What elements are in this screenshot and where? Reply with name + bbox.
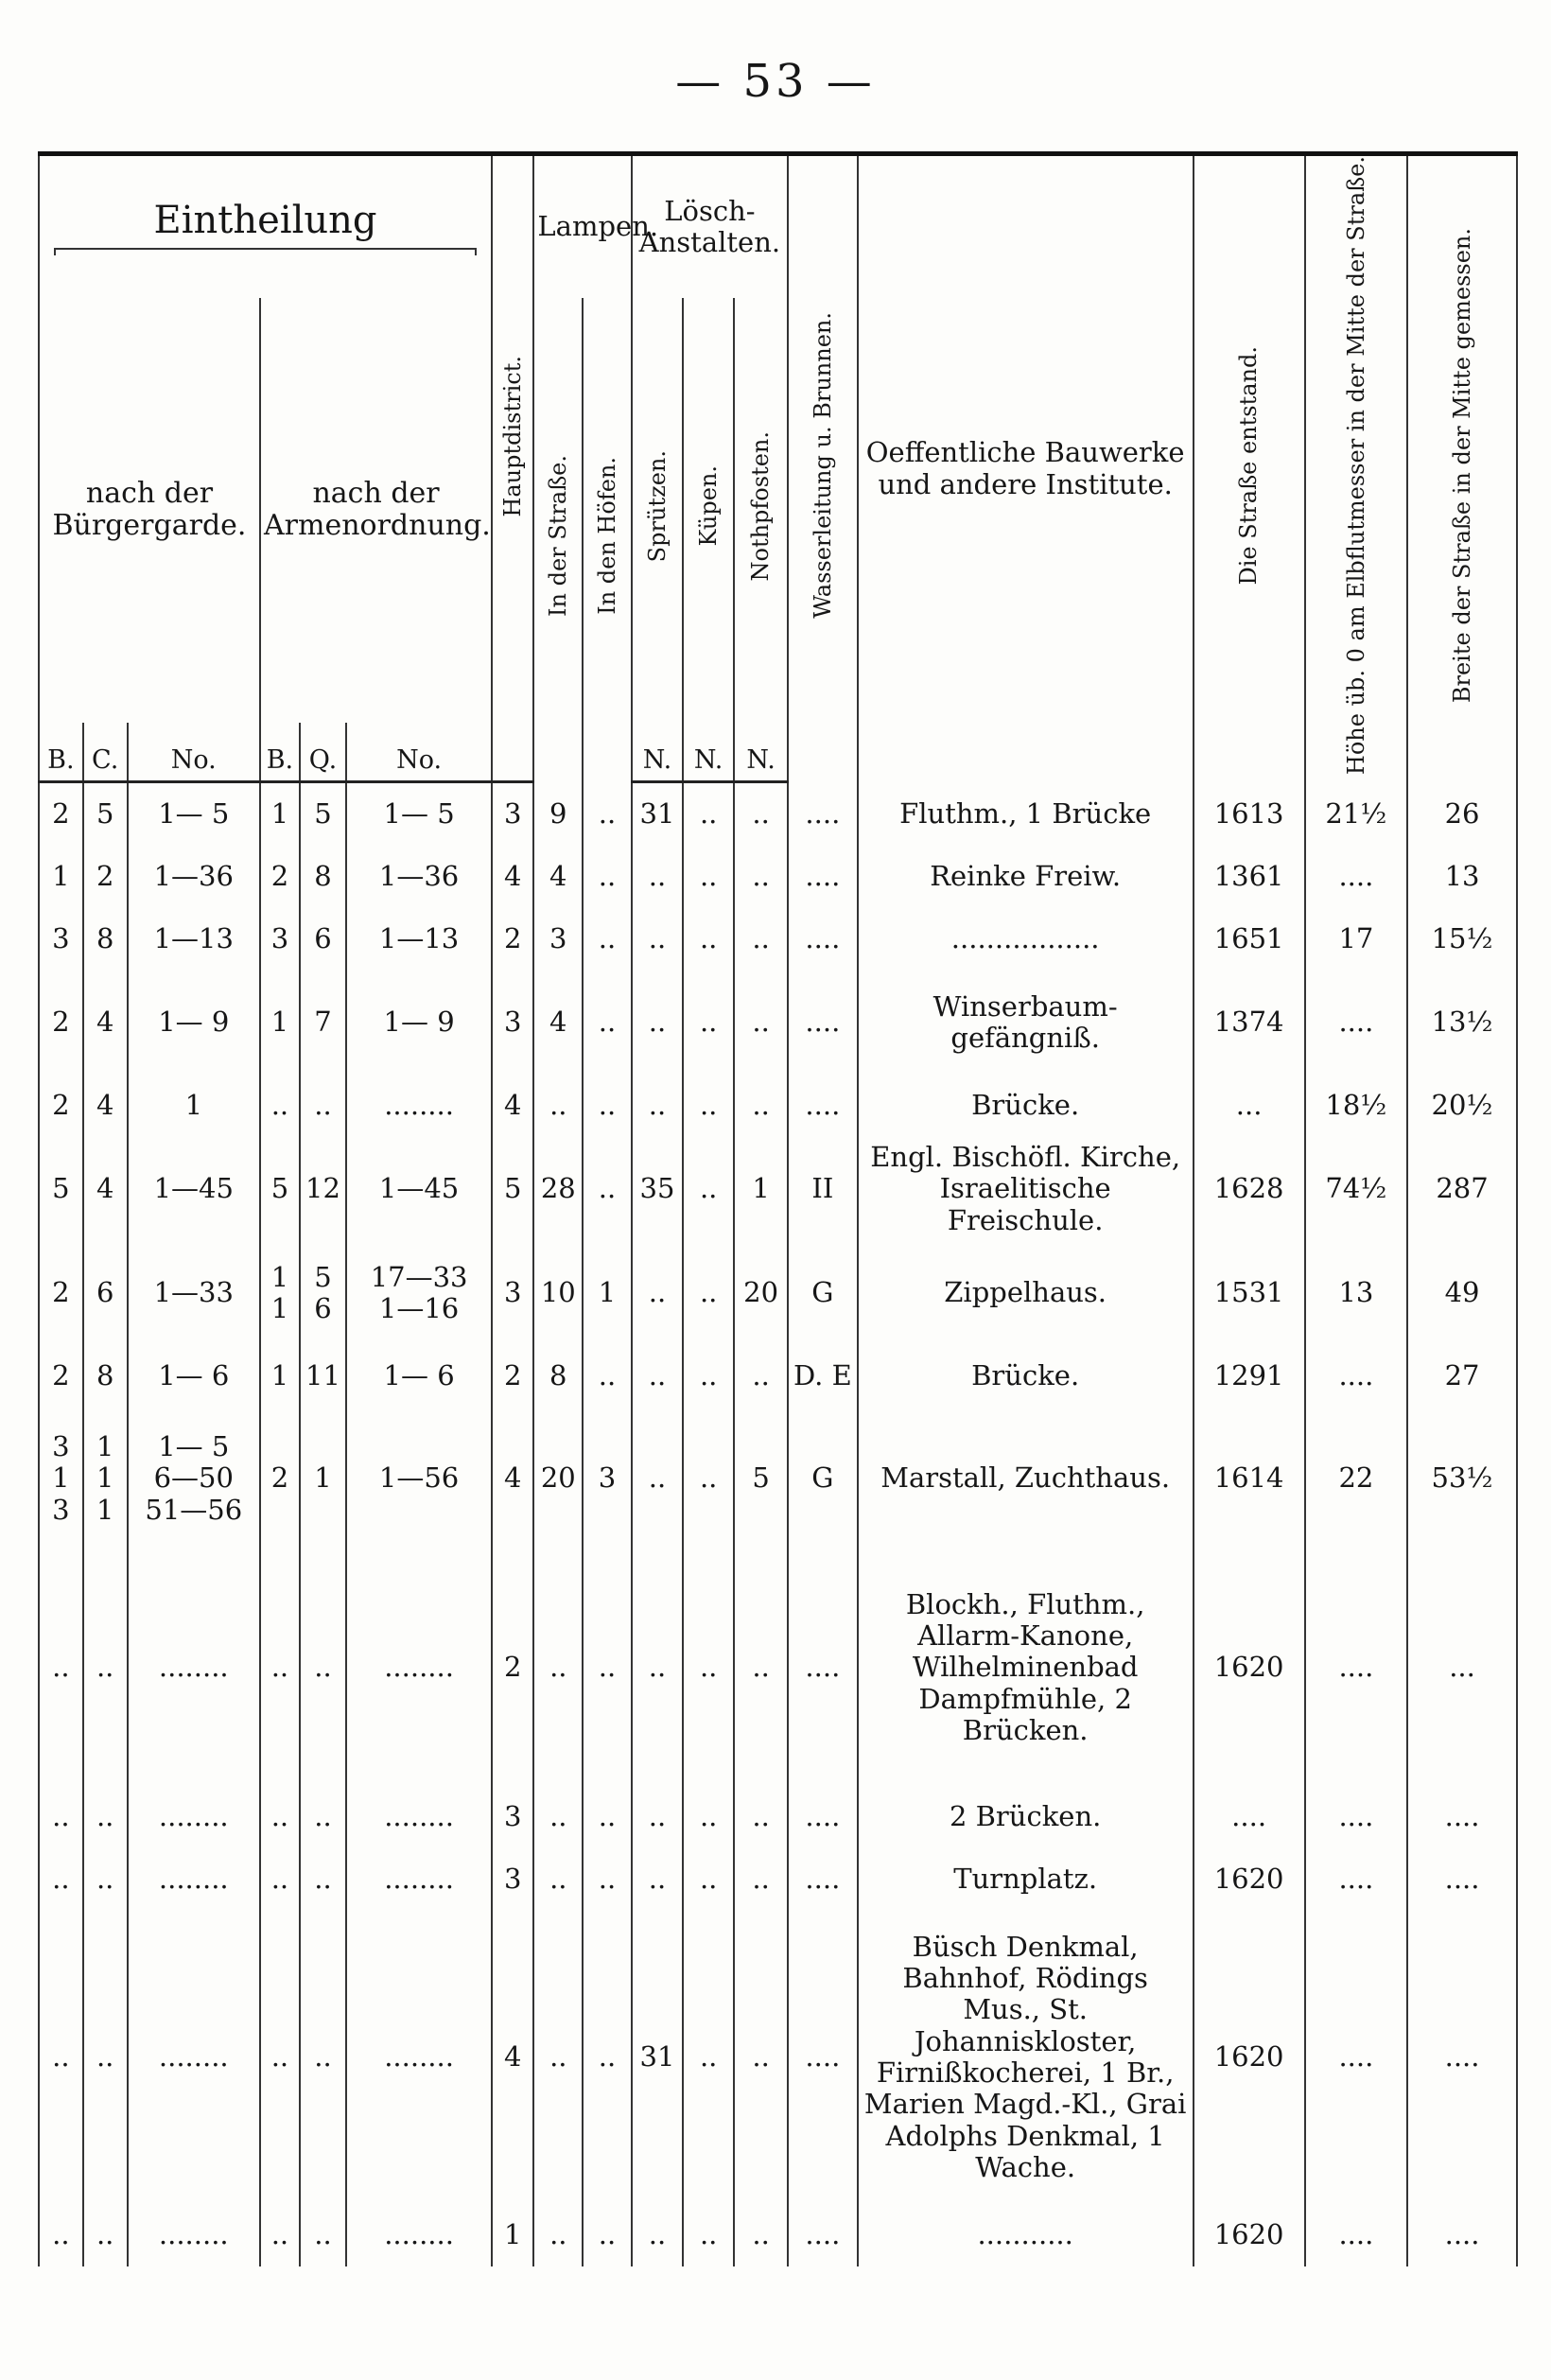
cell-c: 4 [83,1075,128,1137]
cell-kuepen: .. [683,1549,734,1786]
cell-no2: 1—13 [346,908,492,971]
cell-nothpfosten: 20 [734,1241,788,1345]
table-row [39,781,1517,846]
cell-breite: 13 [1407,846,1517,908]
cell-nothpfosten: .. [734,1848,788,1911]
cell-lampen-hoefe: .. [583,971,632,1075]
cell-hauptdistrict: 4 [492,1408,533,1549]
cell-no2: ........ [346,1848,492,1911]
cell-kuepen: .. [683,1075,734,1137]
cell-nothpfosten: .. [734,971,788,1075]
cell-hoehe: .... [1305,1786,1407,1848]
cell-lampen-strasse: 10 [533,1241,583,1345]
cell-bauwerke: Zippelhaus. [858,1241,1194,1345]
cell-hauptdistrict: 4 [492,1075,533,1137]
cell-wasserleitung: .... [788,908,858,971]
cell-c: .. [83,2204,128,2266]
cell-entstand: 1291 [1194,1345,1305,1408]
cell-entstand: 1614 [1194,1408,1305,1549]
cell-kuepen: .. [683,1911,734,2204]
cell-nothpfosten: .. [734,908,788,971]
cell-hoehe: 22 [1305,1408,1407,1549]
cell-lampen-hoefe: .. [583,1075,632,1137]
cell-c: 2 [83,846,128,908]
cell-q: .. [300,1786,346,1848]
cell-no2: ........ [346,1911,492,2204]
cell-bauwerke: Marstall, Zuchthaus. [858,1408,1194,1549]
cell-entstand: 1620 [1194,1549,1305,1786]
cell-lampen-hoefe: 1 [583,1241,632,1345]
cell-entstand: .... [1194,1786,1305,1848]
cell-c: 8 [83,908,128,971]
cell-bauwerke: Fluthm., 1 Brücke [858,781,1194,846]
sub-b2: B. [260,723,300,782]
armenordnung-header: nach der Armenordnung. [260,298,492,723]
cell-hoehe: .... [1305,1345,1407,1408]
cell-hoehe: 13 [1305,1241,1407,1345]
table-row [39,1911,1517,2204]
cell-lampen-hoefe: .. [583,846,632,908]
table-row [39,1137,1517,1241]
cell-lampen-strasse: 28 [533,1137,583,1241]
cell-entstand: 1628 [1194,1137,1305,1241]
cell-breite: 287 [1407,1137,1517,1241]
cell-q: .. [300,1911,346,2204]
cell-breite: .... [1407,1911,1517,2204]
cell-kuepen: .. [683,2204,734,2266]
cell-hauptdistrict: 3 [492,971,533,1075]
cell-b: 1 [39,846,83,908]
lampen-strasse-header: In der Straße. [533,298,583,781]
cell-entstand: 1531 [1194,1241,1305,1345]
cell-hoehe: .... [1305,1549,1407,1786]
cell-lampen-hoefe: .. [583,1911,632,2204]
cell-lampen-hoefe: .. [583,908,632,971]
cell-hoehe: .... [1305,971,1407,1075]
cell-entstand: 1613 [1194,781,1305,846]
cell-spruetzen: .. [632,971,683,1075]
cell-bauwerke: Turnplatz. [858,1848,1194,1911]
cell-spruetzen: .. [632,1786,683,1848]
cell-lampen-hoefe: .. [583,781,632,846]
cell-b2: 3 [260,908,300,971]
cell-no2: 17—33 1—16 [346,1241,492,1345]
cell-spruetzen: .. [632,1241,683,1345]
cell-bauwerke: Reinke Freiw. [858,846,1194,908]
cell-q: 6 [300,908,346,971]
cell-lampen-hoefe: .. [583,1549,632,1786]
table-row [39,846,1517,908]
cell-entstand: 1361 [1194,846,1305,908]
cell-no2: 1— 9 [346,971,492,1075]
hauptdistrict-header: Hauptdistrict. [492,154,533,723]
cell-nothpfosten: .. [734,781,788,846]
cell-nothpfosten: .. [734,1075,788,1137]
cell-hoehe: 74½ [1305,1137,1407,1241]
cell-lampen-strasse: .. [533,1786,583,1848]
sub-no2: No. [346,723,492,782]
cell-b: .. [39,1786,83,1848]
cell-entstand: 1651 [1194,908,1305,971]
cell-b2: 2 [260,1408,300,1549]
cell-nothpfosten: 5 [734,1408,788,1549]
cell-hauptdistrict: 3 [492,781,533,846]
cell-no: 1—33 [128,1241,260,1345]
cell-hauptdistrict: 3 [492,1786,533,1848]
cell-wasserleitung: .... [788,1075,858,1137]
cell-q: 5 6 [300,1241,346,1345]
cell-q: 7 [300,971,346,1075]
cell-no: 1—36 [128,846,260,908]
cell-no: 1 [128,1075,260,1137]
cell-q: .. [300,1075,346,1137]
table-row [39,1549,1517,1786]
cell-no: ........ [128,1911,260,2204]
buergergarde-header: nach der Bürgergarde. [39,298,260,723]
cell-bauwerke: Blockh., Fluthm., Allarm-Kanone, Wilhelminenbad Dampfmühle, 2 Brücken. [858,1549,1194,1786]
page-number: — 53 — [675,55,876,108]
cell-lampen-hoefe: .. [583,1786,632,1848]
cell-b2: 1 [260,1345,300,1408]
cell-hauptdistrict: 1 [492,2204,533,2266]
cell-q: 8 [300,846,346,908]
cell-b: 3 1 3 [39,1408,83,1549]
cell-kuepen: .. [683,1241,734,1345]
cell-q: .. [300,2204,346,2266]
cell-b: .. [39,1848,83,1911]
cell-q: 1 [300,1408,346,1549]
cell-no: ........ [128,1549,260,1786]
cell-hauptdistrict: 2 [492,908,533,971]
cell-c: 1 1 1 [83,1408,128,1549]
cell-kuepen: .. [683,1137,734,1241]
cell-hauptdistrict: 4 [492,1911,533,2204]
cell-breite: .... [1407,1848,1517,1911]
cell-nothpfosten: .. [734,1345,788,1408]
cell-bauwerke: 2 Brücken. [858,1786,1194,1848]
street-census-table [38,151,1518,2266]
cell-lampen-strasse: .. [533,1549,583,1786]
cell-hauptdistrict: 2 [492,1345,533,1408]
cell-hoehe: .... [1305,846,1407,908]
cell-c: 4 [83,971,128,1075]
loeschanstalten-header: Lösch-Anstalten. [632,154,788,299]
cell-no: 1— 5 6—50 51—56 [128,1408,260,1549]
cell-b: 2 [39,1075,83,1137]
eintheilung-header [39,154,492,299]
cell-q: 11 [300,1345,346,1408]
cell-no: 1— 5 [128,781,260,846]
cell-lampen-strasse: 20 [533,1408,583,1549]
cell-lampen-strasse: 4 [533,971,583,1075]
cell-spruetzen: .. [632,1848,683,1911]
cell-no2: 1— 5 [346,781,492,846]
cell-spruetzen: .. [632,846,683,908]
cell-nothpfosten: .. [734,846,788,908]
cell-hoehe: .... [1305,1911,1407,2204]
cell-breite: 15½ [1407,908,1517,971]
table-row [39,2204,1517,2266]
cell-hauptdistrict: 3 [492,1241,533,1345]
cell-entstand: ... [1194,1075,1305,1137]
cell-nothpfosten: 1 [734,1137,788,1241]
cell-no2: 1—36 [346,846,492,908]
table-row [39,1075,1517,1137]
sub-n2: N. [683,723,734,782]
cell-lampen-strasse: 9 [533,781,583,846]
cell-spruetzen: 35 [632,1137,683,1241]
cell-c: .. [83,1549,128,1786]
cell-spruetzen: .. [632,1408,683,1549]
cell-lampen-strasse: 3 [533,908,583,971]
kuepen-header: Küpen. [683,298,734,723]
cell-no2: ........ [346,1786,492,1848]
cell-spruetzen: .. [632,1549,683,1786]
cell-bauwerke: Winserbaum-gefängniß. [858,971,1194,1075]
cell-b: .. [39,2204,83,2266]
cell-hauptdistrict: 2 [492,1549,533,1786]
sub-q: Q. [300,723,346,782]
cell-entstand: 1374 [1194,971,1305,1075]
table-row [39,908,1517,971]
table-row [39,971,1517,1075]
cell-kuepen: .. [683,971,734,1075]
cell-b: .. [39,1911,83,2204]
cell-wasserleitung: .... [788,1911,858,2204]
table-row [39,1241,1517,1345]
cell-wasserleitung: .... [788,1848,858,1911]
cell-c: .. [83,1848,128,1911]
cell-spruetzen: .. [632,1075,683,1137]
cell-wasserleitung: .... [788,2204,858,2266]
sub-no: No. [128,723,260,782]
cell-breite: .... [1407,2204,1517,2266]
cell-q: .. [300,1848,346,1911]
cell-no2: ........ [346,1549,492,1786]
cell-lampen-hoefe: .. [583,1848,632,1911]
cell-kuepen: .. [683,781,734,846]
cell-bauwerke: Brücke. [858,1345,1194,1408]
cell-nothpfosten: .. [734,1911,788,2204]
cell-nothpfosten: .. [734,1549,788,1786]
cell-b: 2 [39,781,83,846]
cell-wasserleitung: .... [788,971,858,1075]
cell-b2: .. [260,2204,300,2266]
cell-q: 12 [300,1137,346,1241]
cell-no2: 1— 6 [346,1345,492,1408]
cell-no: 1— 6 [128,1345,260,1408]
cell-no: ........ [128,1848,260,1911]
cell-wasserleitung: G [788,1408,858,1549]
cell-spruetzen: .. [632,908,683,971]
cell-lampen-strasse: 8 [533,1345,583,1408]
wasserleitung-header: Wasserleitung u. Brunnen. [788,154,858,782]
cell-bauwerke: Büsch Denkmal, Bahnhof, Rödings Mus., St. Johanniskloster, Firnißkocherei, 1 Br., Marien Magd.-Kl., Grai Adolphs Denkmal, 1 Wache. [858,1911,1194,2204]
spruetzen-header: Sprützen. [632,298,683,723]
sub-n1: N. [632,723,683,782]
sub-n3: N. [734,723,788,782]
table-body [39,781,1517,2266]
cell-b: 2 [39,1345,83,1408]
cell-b2: .. [260,1549,300,1786]
cell-c: 5 [83,781,128,846]
cell-bauwerke: Engl. Bischöfl. Kirche, Israelitische Freischule. [858,1137,1194,1241]
nothpfosten-header: Nothpfosten. [734,298,788,723]
sub-c: C. [83,723,128,782]
cell-b2: .. [260,1911,300,2204]
cell-wasserleitung: .... [788,1549,858,1786]
cell-c: .. [83,1911,128,2204]
cell-kuepen: .. [683,1408,734,1549]
cell-nothpfosten: .. [734,2204,788,2266]
cell-wasserleitung: G [788,1241,858,1345]
eintheilung-brace [54,248,477,255]
cell-no2: ........ [346,2204,492,2266]
cell-no: 1—13 [128,908,260,971]
cell-lampen-strasse: .. [533,2204,583,2266]
cell-spruetzen: .. [632,1345,683,1408]
cell-entstand: 1620 [1194,1911,1305,2204]
table-row [39,1848,1517,1911]
cell-b2: 1 [260,781,300,846]
cell-breite: 13½ [1407,971,1517,1075]
cell-b2: 2 [260,846,300,908]
lampen-hoefe-header: In den Höfen. [583,298,632,781]
cell-kuepen: .. [683,1848,734,1911]
cell-b: 5 [39,1137,83,1241]
cell-spruetzen: .. [632,2204,683,2266]
cell-bauwerke: Brücke. [858,1075,1194,1137]
cell-breite: .... [1407,1786,1517,1848]
cell-wasserleitung: II [788,1137,858,1241]
cell-hoehe: 18½ [1305,1075,1407,1137]
cell-kuepen: .. [683,846,734,908]
cell-b2: .. [260,1848,300,1911]
bauwerke-header: Oeffentliche Bauwerke und andere Institute. [858,154,1194,782]
cell-q: .. [300,1549,346,1786]
cell-b: 2 [39,971,83,1075]
census-table-sheet [38,151,1518,2266]
cell-c: 8 [83,1345,128,1408]
hoehe-header: Höhe üb. 0 am Elbflutmesser in der Mitte der Straße. [1305,154,1407,782]
sub-haupt [492,723,533,782]
cell-b2: 1 1 [260,1241,300,1345]
cell-no: ........ [128,2204,260,2266]
cell-breite: 53½ [1407,1408,1517,1549]
cell-c: 4 [83,1137,128,1241]
cell-hoehe: 21½ [1305,781,1407,846]
cell-wasserleitung: D. E [788,1345,858,1408]
cell-bauwerke: ........... [858,2204,1194,2266]
cell-kuepen: .. [683,1345,734,1408]
cell-wasserleitung: .... [788,846,858,908]
cell-lampen-strasse: .. [533,1911,583,2204]
cell-lampen-hoefe: .. [583,1345,632,1408]
cell-hoehe: .... [1305,1848,1407,1911]
cell-lampen-hoefe: .. [583,1137,632,1241]
cell-b2: 5 [260,1137,300,1241]
cell-b2: .. [260,1786,300,1848]
cell-b: .. [39,1549,83,1786]
cell-breite: 27 [1407,1345,1517,1408]
cell-hauptdistrict: 5 [492,1137,533,1241]
cell-no: 1—45 [128,1137,260,1241]
cell-breite: 26 [1407,781,1517,846]
cell-entstand: 1620 [1194,2204,1305,2266]
lampen-header: Lampen. [533,154,631,299]
table-row [39,1786,1517,1848]
cell-b2: .. [260,1075,300,1137]
cell-bauwerke: ................. [858,908,1194,971]
strasse-entstand-header: Die Straße entstand. [1194,154,1305,782]
cell-kuepen: .. [683,1786,734,1848]
cell-spruetzen: 31 [632,781,683,846]
cell-hoehe: .... [1305,2204,1407,2266]
cell-lampen-hoefe: .. [583,2204,632,2266]
cell-c: .. [83,1786,128,1848]
cell-spruetzen: 31 [632,1911,683,2204]
cell-wasserleitung: .... [788,1786,858,1848]
cell-hauptdistrict: 3 [492,1848,533,1911]
cell-q: 5 [300,781,346,846]
cell-hoehe: 17 [1305,908,1407,971]
cell-c: 6 [83,1241,128,1345]
cell-no2: ........ [346,1075,492,1137]
cell-lampen-strasse: .. [533,1075,583,1137]
cell-no2: 1—45 [346,1137,492,1241]
cell-no2: 1—56 [346,1408,492,1549]
breite-header: Breite der Straße in der Mitte gemessen. [1407,154,1517,782]
cell-b: 3 [39,908,83,971]
cell-lampen-hoefe: 3 [583,1408,632,1549]
cell-nothpfosten: .. [734,1786,788,1848]
cell-lampen-strasse: 4 [533,846,583,908]
sub-b: B. [39,723,83,782]
cell-breite: 20½ [1407,1075,1517,1137]
eintheilung-title: Eintheilung [153,199,377,242]
cell-breite: ... [1407,1549,1517,1786]
cell-hauptdistrict: 4 [492,846,533,908]
table-row [39,1345,1517,1408]
cell-b: 2 [39,1241,83,1345]
cell-lampen-strasse: .. [533,1848,583,1911]
cell-entstand: 1620 [1194,1848,1305,1911]
cell-b2: 1 [260,971,300,1075]
cell-no: ........ [128,1786,260,1848]
cell-no: 1— 9 [128,971,260,1075]
table-row [39,1408,1517,1549]
cell-kuepen: .. [683,908,734,971]
cell-wasserleitung: .... [788,781,858,846]
cell-breite: 49 [1407,1241,1517,1345]
